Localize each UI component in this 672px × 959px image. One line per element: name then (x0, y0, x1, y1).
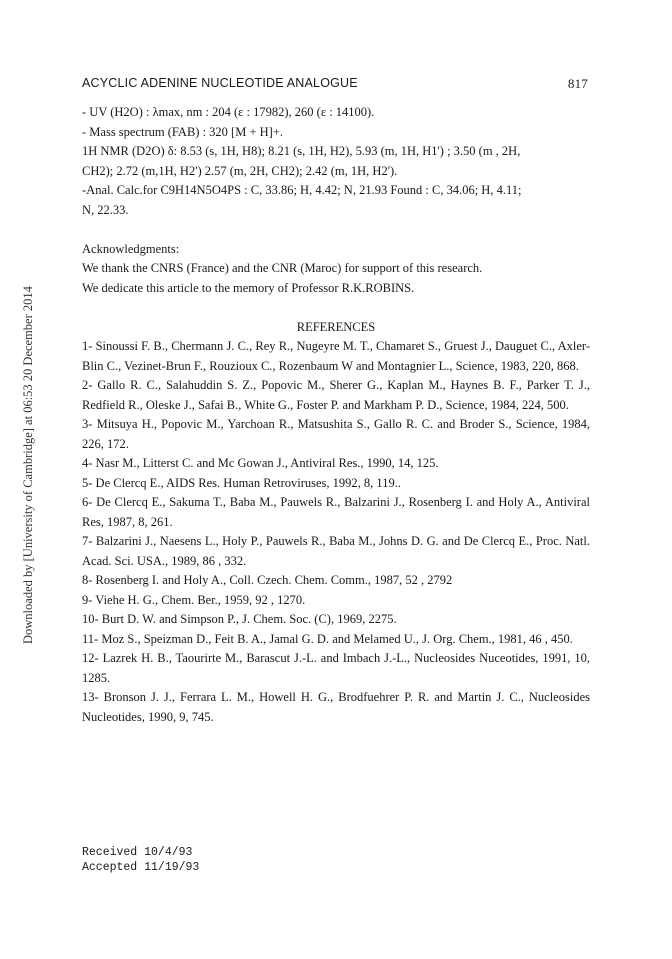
references-heading: REFERENCES (296, 319, 376, 334)
page-number: 817 (567, 76, 588, 91)
reference-item: 3- Mitsuya H., Popovic M., Yarchoan R., Matsushita S., Gallo R. C. and Broder S., Science, 1984, 226, 172. (82, 417, 590, 451)
download-note: Downloaded by [University of Cambridge] at 06:53 20 December 2014 (21, 286, 35, 644)
reference-item: 2- Gallo R. C., Salahuddin S. Z., Popovic M., Sherer G., Kaplan M., Haynes B. F., Parker T. J., Redfield R., Oleske J., Safai B., White G., Foster P. and Markham P. D., Science, 1984, 224, 500. (82, 378, 590, 412)
acknowledgments-line1: We thank the CNRS (France) and the CNR (Maroc) for support of this research. (82, 261, 483, 275)
nmr-data-line2: CH2); 2.72 (m,1H, H2') 2.57 (m, 2H, CH2); 2.42 (m, 1H, H2'). (82, 163, 398, 178)
reference-item: 1- Sinoussi F. B., Chermann J. C., Rey R., Nugeyre M. T., Chamaret S., Gruest J., Dauguet C., Axler-Blin C., Vezinet-Brun F., Rouzioux C., Rozenbaum W and Montagnier L., Science, 1983, 220, 868. (82, 339, 590, 373)
reference-item: 5- De Clercq E., AIDS Res. Human Retroviruses, 1992, 8, 119.. (82, 475, 401, 490)
acknowledgments-line2: We dedicate this article to the memory of Professor R.K.ROBINS. (82, 280, 415, 295)
reference-item: 13- Bronson J. J., Ferrara L. M., Howell H. G., Brodfuehrer P. R. and Martin J. C., Nucleosides Nucleotides, 1990, 9, 745. (82, 690, 590, 724)
reference-item: 12- Lazrek H. B., Taourirte M., Barascut J.-L. and Imbach J.-L., Nucleosides Nuceotides, 1991, 10, 1285. (82, 651, 590, 685)
running-title: ACYCLIC ADENINE NUCLEOTIDE ANALOGUE (82, 76, 358, 90)
received-dates (82, 846, 199, 875)
reference-item: 10- Burt D. W. and Simpson P., J. Chem. Soc. (C), 1969, 2275. (82, 612, 397, 626)
reference-item: 11- Moz S., Speizman D., Feit B. A., Jamal G. D. and Melamed U., J. Org. Chem., 1981, 46 , 450. (82, 631, 573, 646)
reference-item: 6- De Clercq E., Sakuma T., Baba M., Pauwels R., Balzarini J., Rosenberg I. and Holy A., Antiviral Res, 1987, 8, 261. (82, 495, 590, 529)
mass-data: - Mass spectrum (FAB) : 320 [M + H]+. (82, 124, 284, 139)
received-date: Received 10/4/93 (82, 846, 193, 859)
reference-item: 7- Balzarini J., Naesens L., Holy P., Pauwels R., Baba M., Johns D. G. and De Clercq E., Proc. Natl. Acad. Sci. USA., 1989, 86 , 332. (82, 534, 590, 568)
accepted-date: Accepted 11/19/93 (82, 860, 200, 874)
analysis-line2: N, 22.33. (82, 202, 129, 217)
article-body (82, 103, 590, 727)
reference-item: 8- Rosenberg I. and Holy A., Coll. Czech. Chem. Comm., 1987, 52 , 2792 (82, 573, 453, 587)
reference-item: 4- Nasr M., Litterst C. and Mc Gowan J., Antiviral Res., 1990, 14, 125. (82, 456, 439, 470)
reference-list (82, 337, 590, 727)
nmr-data-line1: 1H NMR (D2O) δ: 8.53 (s, 1H, H8); 8.21 (s, 1H, H2), 5.93 (m, 1H, H1') ; 3.50 (m , 2H, (82, 144, 521, 158)
uv-data: - UV (H2O) : λmax, nm : 204 (ε : 17982), 260 (ε : 14100). (82, 105, 375, 119)
acknowledgments-heading: Acknowledgments: (82, 241, 180, 256)
analysis-line1: -Anal. Calc.for C9H14N5O4PS : C, 33.86; H, 4.42; N, 21.93 Found : C, 34.06; H, 4.11; (82, 183, 522, 197)
running-header (82, 76, 588, 96)
reference-item: 9- Viehe H. G., Chem. Ber., 1959, 92 , 1270. (82, 592, 306, 607)
